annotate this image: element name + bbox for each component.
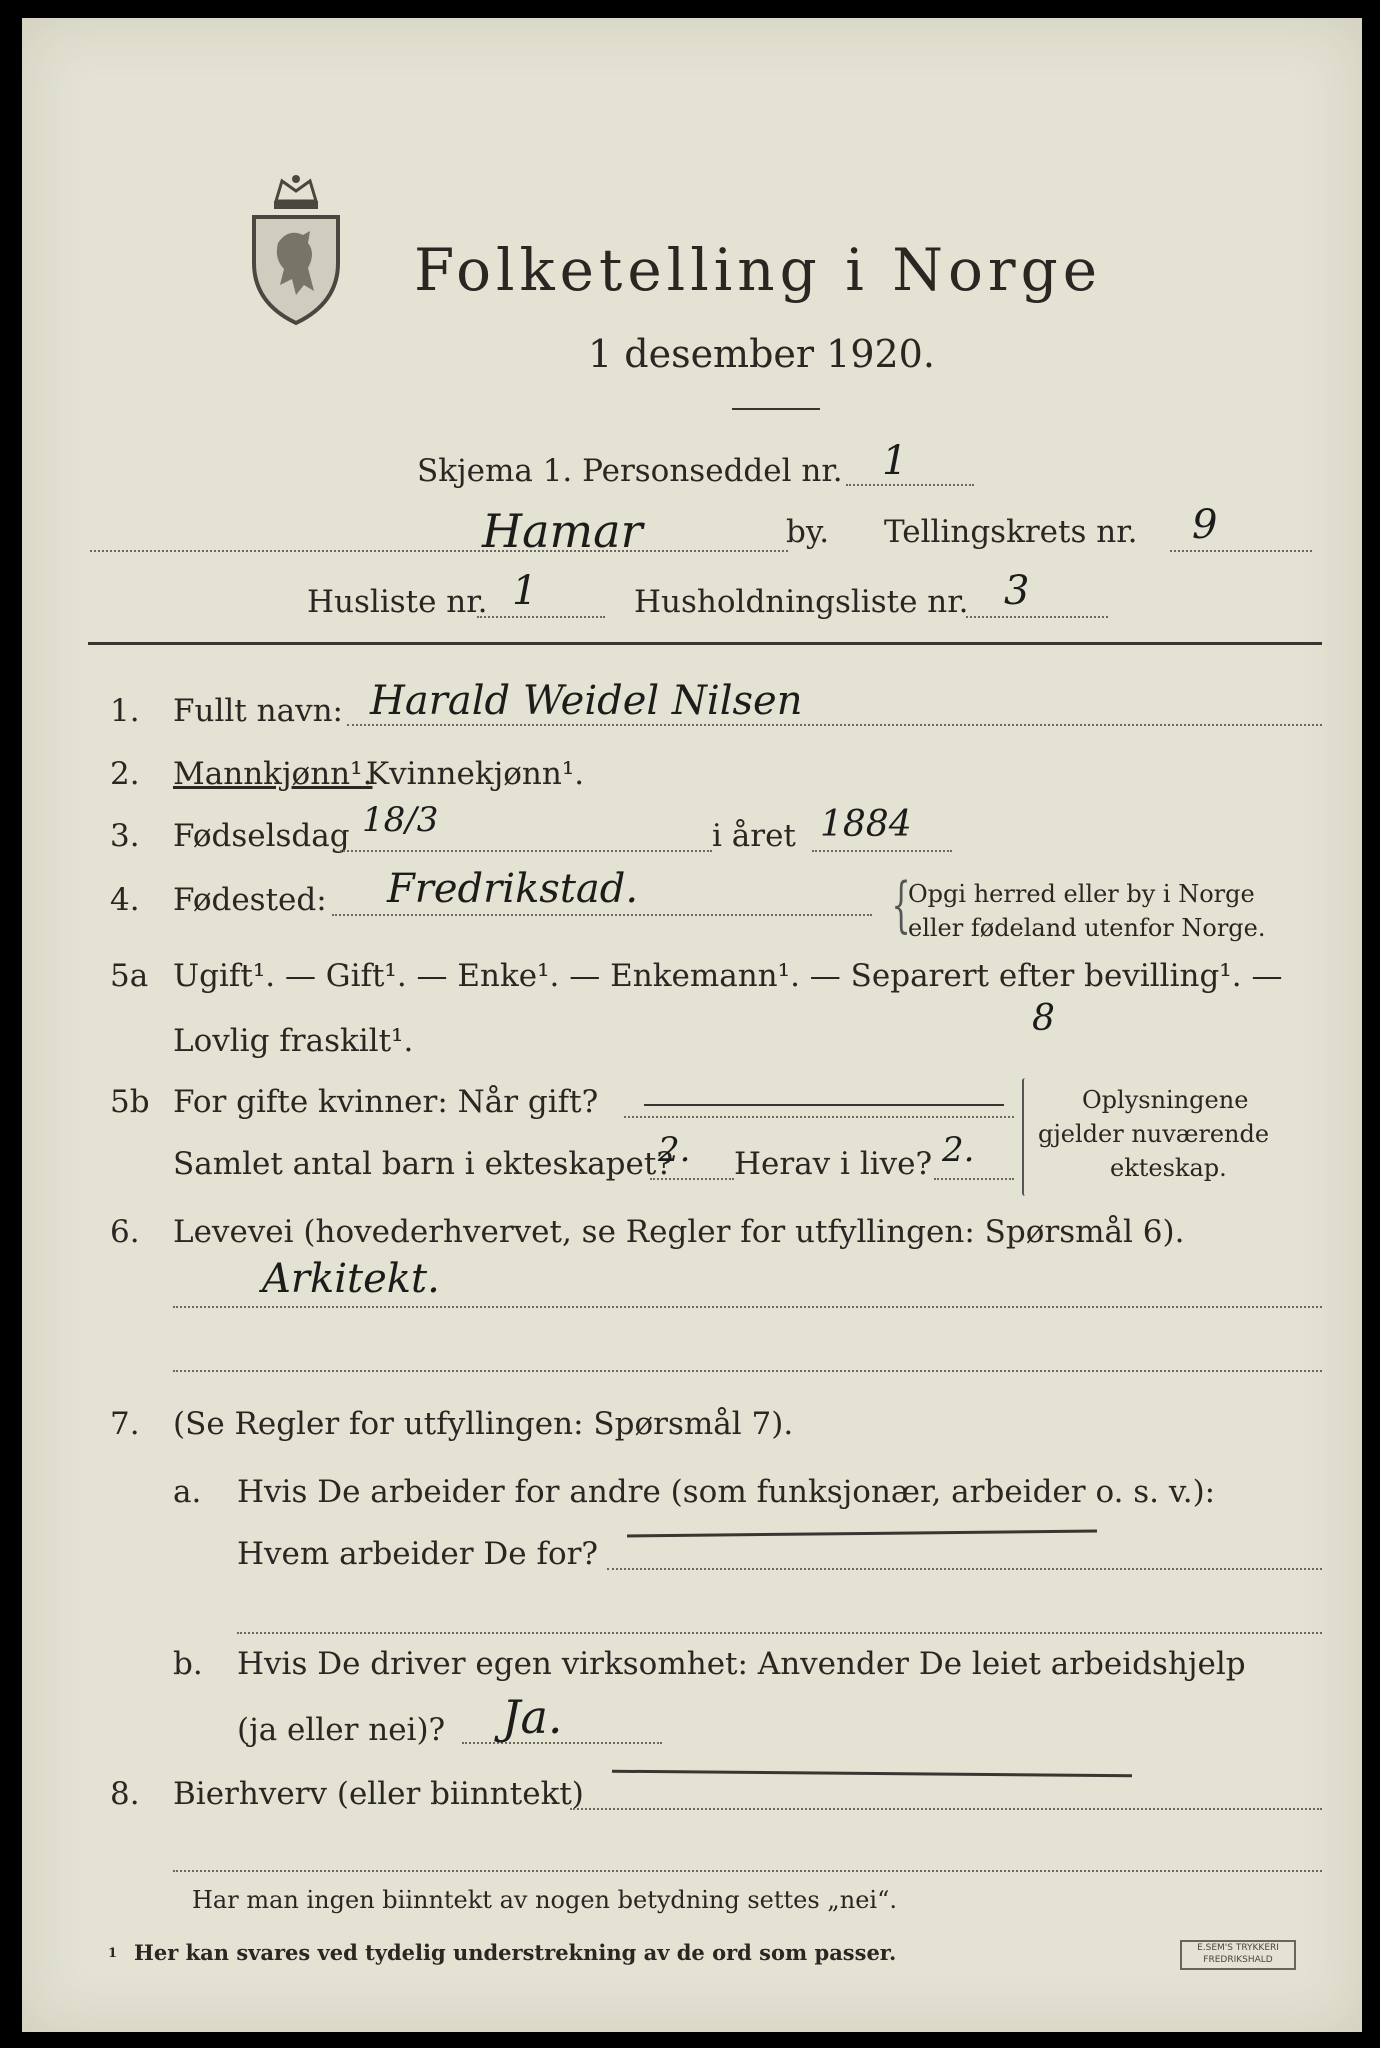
q5b-brace (1022, 1078, 1028, 1196)
q5b-barn-line (650, 1178, 734, 1180)
q8-line1 (570, 1808, 1322, 1810)
q5b-note-line2: gjelder nuværende (1038, 1120, 1270, 1148)
q2-male: Mannkjønn¹. (173, 756, 373, 792)
q6-value: Arkitekt. (262, 1256, 440, 1302)
footer-note: Har man ingen biinntekt av nogen betydning settes „nei“. (192, 1886, 897, 1914)
printer-stamp (1180, 1940, 1296, 1970)
q5a-line1: Ugift¹. — Gift¹. — Enke¹. — Enkemann¹. — Separert efter bevilling¹. — (173, 958, 1283, 994)
q1-value: Harald Weidel Nilsen (370, 678, 803, 724)
husliste-value: 1 (512, 568, 538, 614)
skjema-value: 1 (882, 438, 908, 484)
footnote-text: Her kan svares ved tydelig understrekning av de ord som passer. (134, 1940, 897, 1965)
q7b-value: Ja. (502, 1690, 563, 1744)
husliste-line (477, 616, 605, 618)
q5b-note-line3: ekteskap. (1110, 1154, 1227, 1182)
q3-year-value: 1884 (820, 804, 912, 845)
q4-value: Fredrikstad. (387, 866, 639, 912)
q8-label: Bierhverv (eller biinntekt) (173, 1776, 584, 1812)
skjema-line (846, 484, 974, 486)
q5b-label2: Samlet antal barn i ekteskapet? (173, 1146, 673, 1182)
tellingskrets-label: Tellingskrets nr. (884, 514, 1138, 550)
q1-number: 1. (110, 693, 140, 729)
q6-line1 (173, 1306, 1322, 1308)
q5b-note-line1: Oplysningene (1082, 1086, 1249, 1114)
q4-note-line1: Opgi herred eller by i Norge (908, 880, 1255, 908)
q3-day-value: 18/3 (362, 800, 439, 840)
q5b-number: 5b (110, 1084, 150, 1120)
q3-number: 3. (110, 818, 140, 854)
q7b-label: Hvis De driver egen virksomhet: Anvender De leiet arbeidshjelp (237, 1646, 1246, 1682)
q4-note-line2: eller fødeland utenfor Norge. (908, 914, 1266, 942)
q7b-letter: b. (173, 1646, 203, 1682)
q8-dash (612, 1770, 1132, 1778)
q6-number: 6. (110, 1214, 140, 1250)
q6-label: Levevei (hovederhvervet, se Regler for utfyllingen: Spørsmål 6). (173, 1214, 1185, 1250)
q5b-live-line (934, 1178, 1014, 1180)
footnote-mark: 1 (108, 1946, 118, 1961)
by-label: by. (786, 514, 830, 550)
q7a-dash (627, 1530, 1097, 1538)
city-line (90, 550, 788, 552)
q3-year-line (812, 850, 952, 852)
q7-number: 7. (110, 1406, 140, 1442)
census-form (22, 18, 1362, 2032)
q8-number: 8. (110, 1776, 140, 1812)
q5b-barn-value: 2. (658, 1130, 691, 1170)
skjema-label: Skjema 1. Personseddel nr. (417, 453, 843, 489)
q5a-mark: 8 (1032, 998, 1055, 1039)
q3-label: Fødselsdag (173, 818, 350, 854)
q5b-label1: For gifte kvinner: Når gift? (173, 1084, 599, 1120)
q1-label: Fullt navn: (173, 693, 343, 729)
q3-year-label: i året (712, 818, 796, 854)
q8-line2 (173, 1870, 1322, 1872)
husholdning-line (966, 616, 1108, 618)
printer-line2: FREDRIKSHALD (1203, 1955, 1273, 1965)
census-date: 1 desember 1920. (588, 332, 935, 376)
q7a-sub: Hvem arbeider De for? (237, 1536, 599, 1572)
q2-number: 2. (110, 756, 140, 792)
q3-day-line (340, 850, 712, 852)
coat-of-arms-icon (248, 173, 344, 332)
q4-line (332, 914, 872, 916)
husholdning-value: 3 (1004, 568, 1030, 614)
husliste-label: Husliste nr. (307, 584, 488, 620)
q6-line2 (173, 1370, 1322, 1372)
q7a-letter: a. (173, 1474, 202, 1510)
q5b-when-dash (644, 1104, 1004, 1106)
q5b-when-line (624, 1116, 1014, 1118)
q7a-line2 (237, 1632, 1322, 1634)
q4-brace: { (891, 870, 911, 940)
q5b-live-value: 2. (942, 1130, 975, 1170)
q7a-line1 (607, 1568, 1322, 1570)
q7a-label: Hvis De arbeider for andre (som funksjonær, arbeider o. s. v.): (237, 1474, 1216, 1510)
q5b-live-label: Herav i live? (734, 1146, 933, 1182)
q4-number: 4. (110, 882, 140, 918)
header-rule (88, 642, 1322, 645)
tellingskrets-line (1170, 550, 1312, 552)
printer-line1: E.SEM'S TRYKKERI (1197, 1943, 1279, 1953)
form-title: Folketelling i Norge (414, 236, 1103, 304)
tellingskrets-value: 9 (1192, 502, 1218, 548)
husholdning-label: Husholdningsliste nr. (634, 584, 969, 620)
q5a-line2: Lovlig fraskilt¹. (173, 1023, 414, 1059)
q7-label: (Se Regler for utfyllingen: Spørsmål 7). (173, 1406, 794, 1442)
city-value: Hamar (482, 504, 643, 558)
q2-female: Kvinnekjønn¹. (366, 756, 585, 792)
q4-label: Fødested: (173, 882, 327, 918)
title-divider (732, 408, 820, 410)
q5a-number: 5a (110, 958, 149, 994)
q1-line (347, 724, 1322, 726)
q7b-sub: (ja eller nei)? (237, 1712, 446, 1748)
